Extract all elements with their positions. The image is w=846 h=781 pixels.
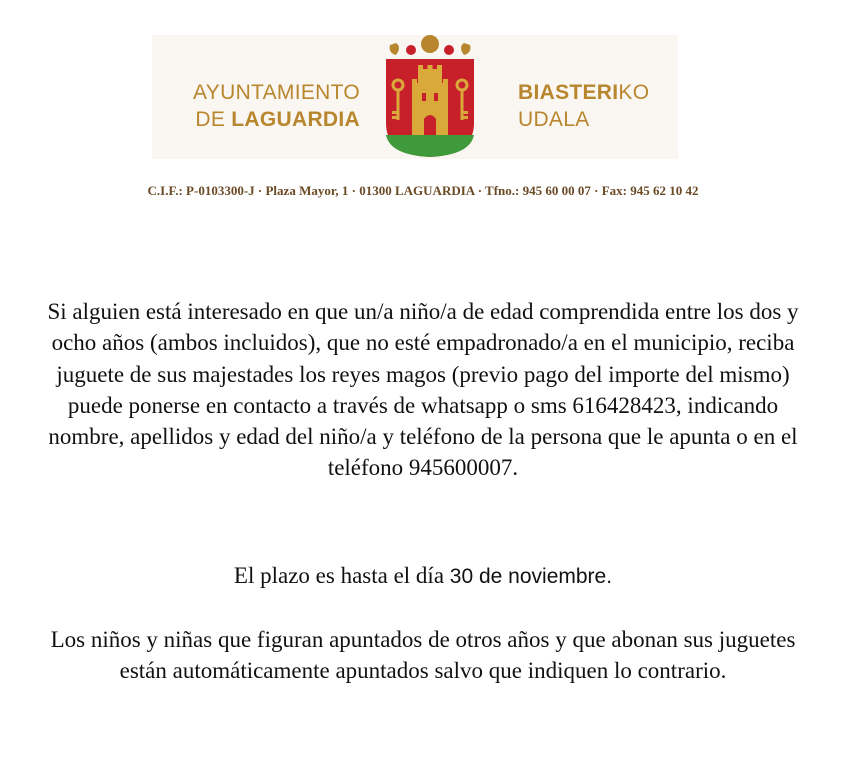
org-name-spanish-town: LAGUARDIA: [231, 108, 360, 131]
org-name-basque-town: BIASTERI: [518, 81, 619, 104]
letterhead: [152, 35, 678, 159]
org-name-basque-line1: [518, 79, 678, 106]
org-name-spanish: [160, 79, 360, 133]
org-name-basque-suffix: KO: [618, 81, 650, 104]
castle-coat-of-arms-icon: [374, 35, 486, 159]
automatic-registration-paragraph: Los niños y niñas que figuran apuntados de otros años y que abonan sus juguetes están automáticamente apuntados salvo que indiquen lo contrario.: [50, 627, 796, 684]
org-name-spanish-line1: AYUNTAMIENTO: [193, 81, 360, 104]
org-name-spanish-line2: [160, 106, 360, 133]
org-name-basque-line2: UDALA: [518, 108, 590, 131]
org-name-spanish-prefix: DE: [195, 108, 232, 131]
deadline-date: 30 de noviembre.: [449, 565, 613, 588]
deadline-prefix: El plazo es hasta el día: [233, 563, 450, 588]
deadline-paragraph: [30, 560, 816, 592]
org-name-basque: [518, 79, 678, 133]
contact-line: C.I.F.: P-0103300-J · Plaza Mayor, 1 · 01300 LAGUARDIA · Tfno.: 945 60 00 07 · Fax: 945 62 10 42: [147, 183, 699, 198]
announcement-paragraph: Si alguien está interesado en que un/a niño/a de edad comprendida entre los dos y ocho años (ambos incluidos), que no esté empadronado/a en el municipio, reciba juguete de sus majestades los reyes magos (previo pago del importe del mismo) puede ponerse en contacto a través de whatsapp o sms 616428423, indicando nombre, apellidos y edad del niño/a y teléfono de la persona que le apunta o en el teléfono 945600007.: [47, 299, 799, 481]
